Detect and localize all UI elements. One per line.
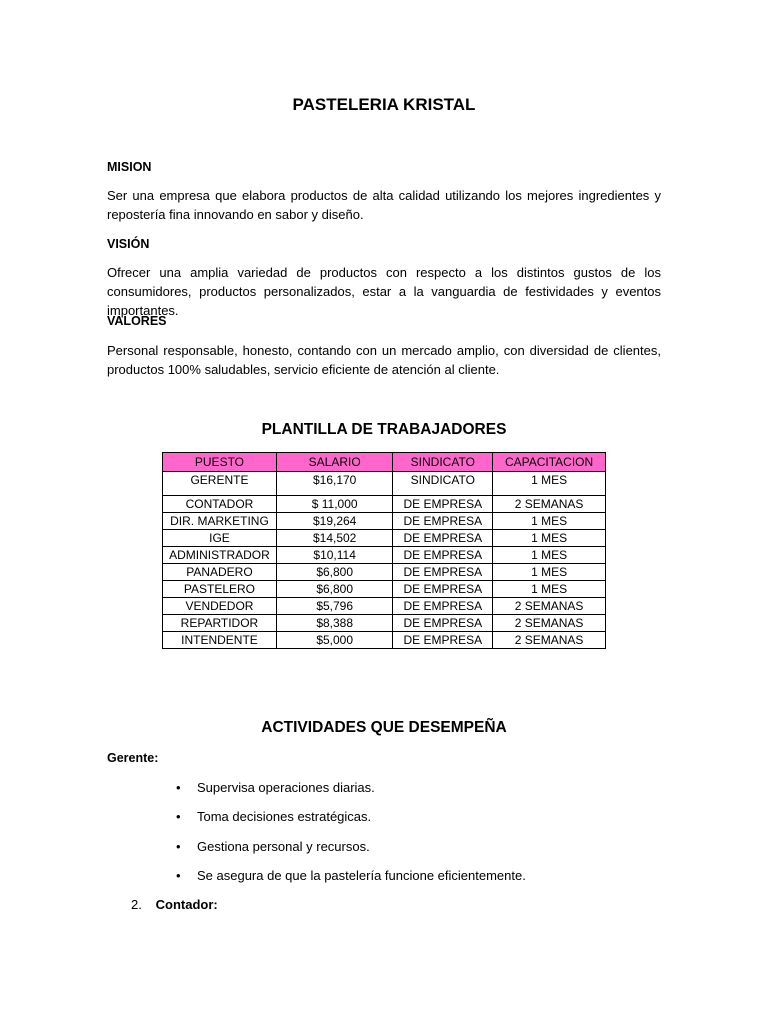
- list-number: 2.: [131, 897, 142, 912]
- cell-sindicato: DE EMPRESA: [393, 564, 493, 581]
- bullet-icon: •: [176, 838, 181, 854]
- cell-salario: $8,388: [276, 615, 393, 632]
- cell-puesto: VENDEDOR: [163, 598, 277, 615]
- document-title: PASTELERIA KRISTAL: [292, 95, 476, 114]
- table-row: [163, 564, 606, 581]
- column-header-capacitacion: CAPACITACION: [493, 453, 606, 472]
- cell-capacitacion: 2 SEMANAS: [493, 496, 606, 513]
- cell-sindicato: DE EMPRESA: [393, 598, 493, 615]
- cell-sindicato: DE EMPRESA: [393, 496, 493, 513]
- cell-salario: $16,170: [276, 472, 393, 496]
- cell-capacitacion: 1 MES: [493, 564, 606, 581]
- table-row: [163, 472, 606, 496]
- cell-capacitacion: 2 SEMANAS: [493, 632, 606, 649]
- cell-sindicato: DE EMPRESA: [393, 632, 493, 649]
- cell-capacitacion: 2 SEMANAS: [493, 598, 606, 615]
- contador-label: Contador:: [155, 897, 218, 912]
- cell-salario: $14,502: [276, 530, 393, 547]
- table-row: [163, 615, 606, 632]
- cell-salario: $5,000: [276, 632, 393, 649]
- list-item: [176, 868, 526, 897]
- table-header-row: [163, 453, 606, 472]
- cell-puesto: CONTADOR: [163, 496, 277, 513]
- list-item-text: Supervisa operaciones diarias.: [197, 780, 375, 795]
- table-row: [163, 547, 606, 564]
- cell-capacitacion: 2 SEMANAS: [493, 615, 606, 632]
- cell-salario: $19,264: [276, 513, 393, 530]
- list-item-text: Se asegura de que la pastelería funcione eficientemente.: [197, 867, 526, 883]
- cell-puesto: PASTELERO: [163, 581, 277, 598]
- bullet-icon: •: [176, 780, 181, 795]
- column-header-sindicato: SINDICATO: [393, 453, 493, 472]
- cell-capacitacion: 1 MES: [493, 547, 606, 564]
- cell-sindicato: DE EMPRESA: [393, 530, 493, 547]
- actividades-title: ACTIVIDADES QUE DESEMPEÑA: [261, 719, 507, 736]
- cell-puesto: INTENDENTE: [163, 632, 277, 649]
- plantilla-title: PLANTILLA DE TRABAJADORES: [261, 421, 507, 438]
- table-row: [163, 530, 606, 547]
- table-row: [163, 513, 606, 530]
- contador-numbered-item: [131, 897, 218, 912]
- mision-heading: MISION: [107, 160, 152, 174]
- list-item-text: Toma decisiones estratégicas.: [197, 809, 372, 825]
- cell-capacitacion: 1 MES: [493, 581, 606, 598]
- column-header-salario: SALARIO: [276, 453, 393, 472]
- gerente-label: Gerente:: [107, 751, 159, 765]
- mision-text: Ser una empresa que elabora productos de alta calidad utilizando los mejores ingredientes y repostería fina innovando en sabor y diseño.: [107, 188, 661, 222]
- cell-salario: $10,114: [276, 547, 393, 564]
- list-item-text: Gestiona personal y recursos.: [197, 838, 370, 854]
- cell-sindicato: DE EMPRESA: [393, 615, 493, 632]
- cell-sindicato: SINDICATO: [393, 472, 493, 496]
- cell-salario: $5,796: [276, 598, 393, 615]
- bullet-icon: •: [176, 867, 181, 883]
- cell-capacitacion: 1 MES: [493, 530, 606, 547]
- cell-capacitacion: 1 MES: [493, 513, 606, 530]
- vision-heading: VISIÓN: [107, 237, 150, 251]
- valores-text: Personal responsable, honesto, contando con un mercado amplio, con diversidad de clientes, productos 100% saludables, servicio eficiente de atención al cliente.: [107, 343, 661, 377]
- table-row: [163, 496, 606, 513]
- cell-capacitacion: 1 MES: [493, 472, 606, 496]
- cell-puesto: DIR. MARKETING: [163, 513, 277, 530]
- staff-table: [162, 452, 606, 649]
- valores-heading: VALORES: [107, 314, 167, 328]
- vision-text: Ofrecer una amplia variedad de productos con respecto a los distintos gustos de los consumidores, productos personalizados, estar a la vanguardia de festividades y eventos importantes.: [107, 265, 661, 318]
- cell-puesto: IGE: [163, 530, 277, 547]
- cell-salario: $ 11,000: [276, 496, 393, 513]
- column-header-puesto: PUESTO: [163, 453, 277, 472]
- cell-puesto: PANADERO: [163, 564, 277, 581]
- table-row: [163, 632, 606, 649]
- bullet-icon: •: [176, 809, 181, 825]
- cell-sindicato: DE EMPRESA: [393, 513, 493, 530]
- cell-puesto: ADMINISTRADOR: [163, 547, 277, 564]
- cell-puesto: GERENTE: [163, 472, 277, 496]
- list-item: [176, 839, 526, 868]
- list-item: [176, 809, 526, 838]
- cell-puesto: REPARTIDOR: [163, 615, 277, 632]
- cell-salario: $6,800: [276, 564, 393, 581]
- table-row: [163, 581, 606, 598]
- gerente-activities-list: [176, 780, 526, 897]
- table-row: [163, 598, 606, 615]
- cell-sindicato: DE EMPRESA: [393, 581, 493, 598]
- cell-sindicato: DE EMPRESA: [393, 547, 493, 564]
- list-item: [176, 780, 526, 809]
- cell-salario: $6,800: [276, 581, 393, 598]
